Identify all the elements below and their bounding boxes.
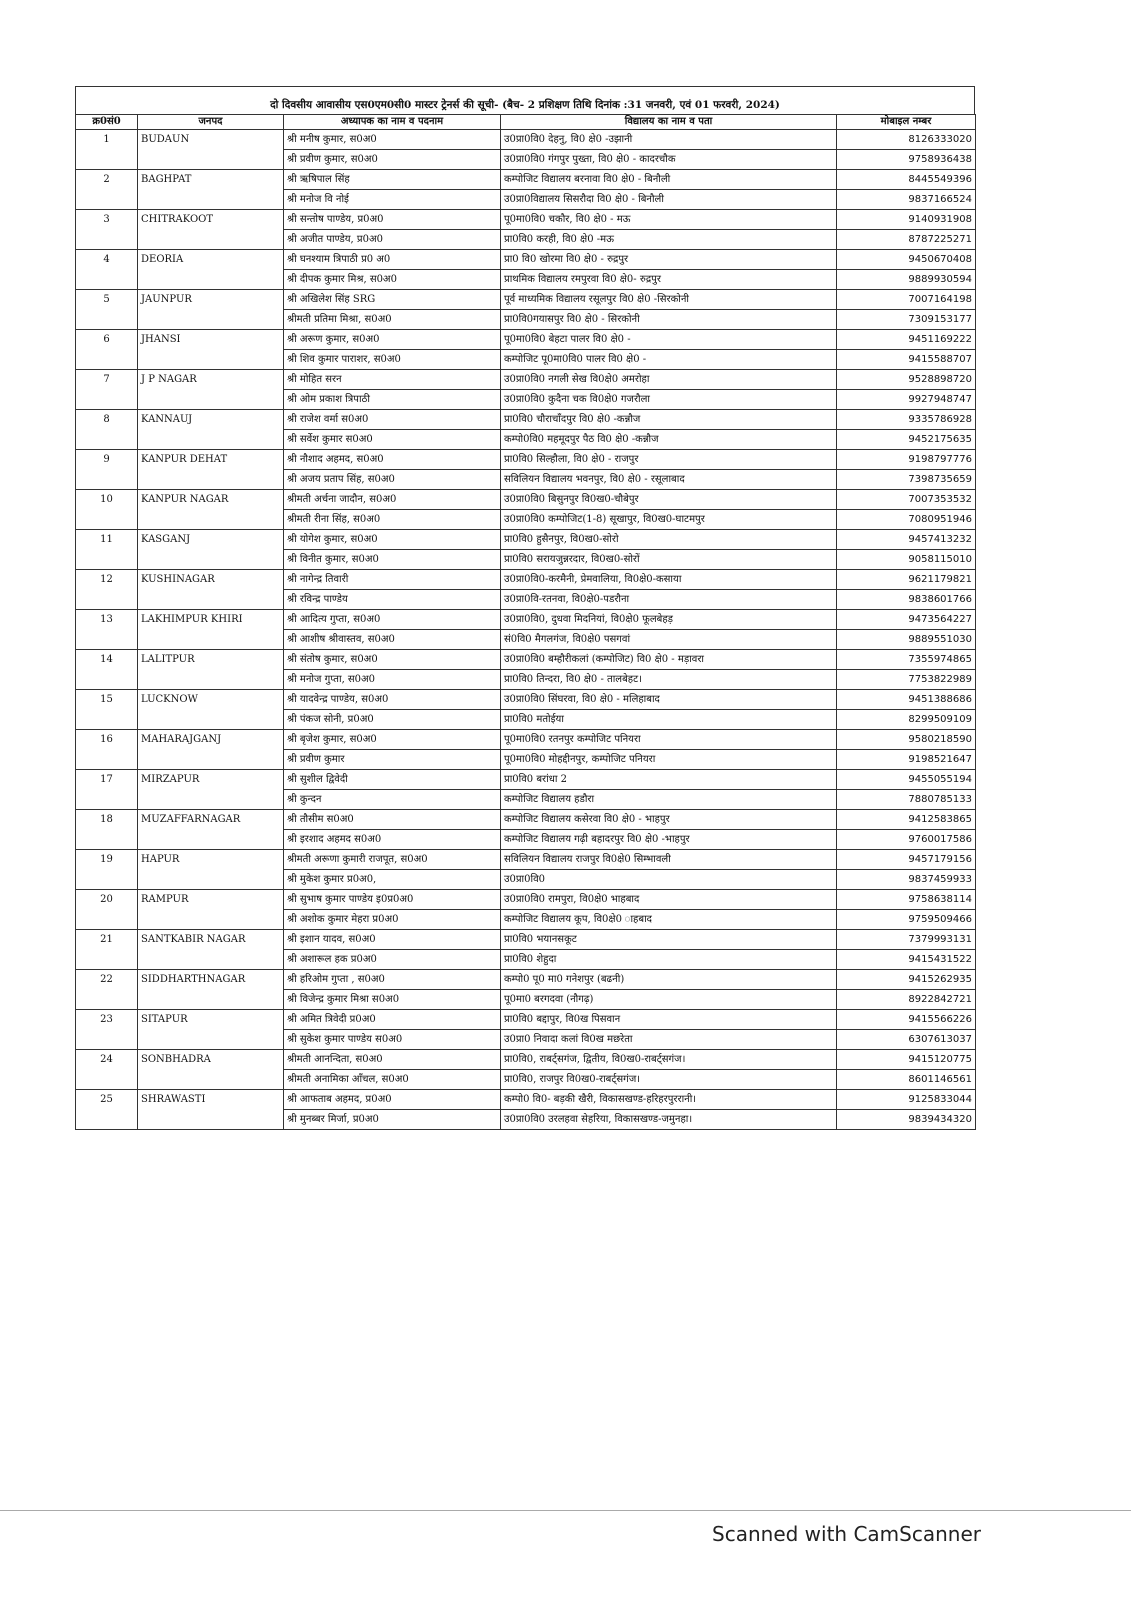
school-cell: उ0प्रा0वि0-करमैनी, प्रेमवालिया, वि0क्षे0-कसाया	[501, 570, 837, 590]
mobile-cell: 9758936438	[837, 150, 976, 170]
mobile-cell: 9415566226	[837, 1010, 976, 1030]
teacher-name-cell: श्रीमती अर्चना जादौन, स0अ0	[284, 490, 501, 510]
school-cell: कम्पोजिट विद्यालय कसेरवा वि0 क्षे0 - भाहपुर	[501, 810, 837, 830]
serial-number-cell: 9	[76, 450, 138, 490]
teacher-name-cell: श्री अरूण कुमार, स0अ0	[284, 330, 501, 350]
table-row	[76, 290, 976, 310]
mobile-cell: 9198521647	[837, 750, 976, 770]
district-cell: KASGANJ	[138, 530, 284, 570]
mobile-cell: 9837459933	[837, 870, 976, 890]
serial-number-cell: 8	[76, 410, 138, 450]
school-cell: प्रा0वि0, राजपुर वि0ख0-राबर्ट्सगंज।	[501, 1070, 837, 1090]
table-row	[76, 1090, 976, 1110]
district-cell: KANPUR NAGAR	[138, 490, 284, 530]
school-cell: उ0प्रा0वि0 बिसुनपुर वि0ख0-चौबेपुर	[501, 490, 837, 510]
trainer-table	[75, 114, 976, 1130]
district-cell: BAGHPAT	[138, 170, 284, 210]
school-cell: उ0प्रा0वि0, दुधवा मिदनियां, वि0क्षे0 फूलबेहड़	[501, 610, 837, 630]
district-cell: KANNAUJ	[138, 410, 284, 450]
mobile-cell: 9058115010	[837, 550, 976, 570]
school-cell: सविलियन विद्यालय भवनपुर, वि0 क्षे0 - रसूलाबाद	[501, 470, 837, 490]
mobile-cell: 9125833044	[837, 1090, 976, 1110]
mobile-cell: 9140931908	[837, 210, 976, 230]
mobile-cell: 7080951946	[837, 510, 976, 530]
header-serial: क्र0सं0	[76, 115, 138, 130]
table-row	[76, 410, 976, 430]
table-row	[76, 490, 976, 510]
mobile-cell: 7880785133	[837, 790, 976, 810]
table-row	[76, 690, 976, 710]
serial-number-cell: 6	[76, 330, 138, 370]
teacher-name-cell: श्री दीपक कुमार मिश्र, स0अ0	[284, 270, 501, 290]
school-cell: प्रा0 वि0 खोरमा वि0 क्षे0 - रुद्रपुर	[501, 250, 837, 270]
teacher-name-cell: श्रीमती अनामिका आँचल, स0अ0	[284, 1070, 501, 1090]
school-cell: कम्पोजिट विद्यालय बरनावा वि0 क्षे0 - बिनौली	[501, 170, 837, 190]
school-cell: प्रा0वि0 करही, वि0 क्षे0 -मऊ	[501, 230, 837, 250]
school-cell: उ0प्रा0 निवादा कलां वि0ख मछरेता	[501, 1030, 837, 1050]
teacher-name-cell: श्री सुशील द्विवेदी	[284, 770, 501, 790]
school-cell: प्रा0वि0 भयानसकूट	[501, 930, 837, 950]
school-cell: उ0प्रा0वि0 सिंघरवा, वि0 क्षे0 - मलिहाबाद	[501, 690, 837, 710]
table-row	[76, 930, 976, 950]
header-mobile: मोबाइल नम्बर	[837, 115, 976, 130]
teacher-name-cell: श्री विजेन्द्र कुमार मिश्रा स0अ0	[284, 990, 501, 1010]
table-row	[76, 1010, 976, 1030]
teacher-name-cell: श्री मुनब्बर मिर्जा, प्र0अ0	[284, 1110, 501, 1130]
mobile-cell: 9758638114	[837, 890, 976, 910]
mobile-cell: 9415588707	[837, 350, 976, 370]
teacher-name-cell: श्री शिव कुमार पाराशर, स0अ0	[284, 350, 501, 370]
school-cell: कम्पो0वि0 महमूदपुर पैठ वि0 क्षे0 -कन्नौज	[501, 430, 837, 450]
serial-number-cell: 16	[76, 730, 138, 770]
school-cell: कम्पोजिट विद्यालय गढ़ी बहादरपुर वि0 क्षे0 -भाहपुर	[501, 830, 837, 850]
teacher-name-cell: श्री संतोष कुमार, स0अ0	[284, 650, 501, 670]
school-cell: प्रा0वि0 बरांधा 2	[501, 770, 837, 790]
serial-number-cell: 10	[76, 490, 138, 530]
table-row	[76, 130, 976, 150]
school-cell: पू0मा0वि0 चकौर, वि0 क्षे0 - मऊ	[501, 210, 837, 230]
district-cell: SONBHADRA	[138, 1050, 284, 1090]
teacher-name-cell: श्री विनीत कुमार, स0अ0	[284, 550, 501, 570]
teacher-name-cell: श्री प्रवीण कुमार	[284, 750, 501, 770]
serial-number-cell: 3	[76, 210, 138, 250]
mobile-cell: 9335786928	[837, 410, 976, 430]
school-cell: पूर्व माध्यमिक विद्यालय रसूलपुर वि0 क्षे0 -सिरकोनी	[501, 290, 837, 310]
mobile-cell: 9473564227	[837, 610, 976, 630]
mobile-cell: 7753822989	[837, 670, 976, 690]
mobile-cell: 9839434320	[837, 1110, 976, 1130]
school-cell: पू0मा0वि0 रतनपुर कम्पोजिट पनियरा	[501, 730, 837, 750]
teacher-name-cell: श्री तौसीम स0अ0	[284, 810, 501, 830]
school-cell: प्रा0वि0 बद्दापुर, वि0ख पिसवान	[501, 1010, 837, 1030]
serial-number-cell: 13	[76, 610, 138, 650]
school-cell: उ0प्रा0वि0 गंगपुर पुख्ता, वि0 क्षे0 - कादरचौक	[501, 150, 837, 170]
teacher-name-cell: श्री अमित त्रिवेदी प्र0अ0	[284, 1010, 501, 1030]
district-cell: LAKHIMPUR KHIRI	[138, 610, 284, 650]
table-row	[76, 330, 976, 350]
mobile-cell: 9889930594	[837, 270, 976, 290]
teacher-name-cell: श्री अखिलेश सिंह SRG	[284, 290, 501, 310]
school-cell: उ0प्रा0वि0 नगली सेख वि0क्षे0 अमरोहा	[501, 370, 837, 390]
teacher-name-cell: श्री इशान यादव, स0अ0	[284, 930, 501, 950]
district-cell: JHANSI	[138, 330, 284, 370]
mobile-cell: 8601146561	[837, 1070, 976, 1090]
district-cell: KUSHINAGAR	[138, 570, 284, 610]
mobile-cell: 6307613037	[837, 1030, 976, 1050]
document-title: दो दिवसीय आवासीय एस0एम0सी0 मास्टर ट्रेनर्स की सूची- (बैच- 2 प्रशिक्षण तिथि दिनांक :31 जनवरी, एवं 01 फरवरी, 2024)	[75, 86, 975, 114]
camscanner-watermark: Scanned with CamScanner	[712, 1522, 981, 1546]
teacher-name-cell: श्रीमती प्रतिमा मिश्रा, स0अ0	[284, 310, 501, 330]
district-cell: LALITPUR	[138, 650, 284, 690]
serial-number-cell: 23	[76, 1010, 138, 1050]
mobile-cell: 7379993131	[837, 930, 976, 950]
teacher-name-cell: श्री आदित्य गुप्ता, स0अ0	[284, 610, 501, 630]
teacher-name-cell: श्री नागेन्द्र तिवारी	[284, 570, 501, 590]
serial-number-cell: 18	[76, 810, 138, 850]
teacher-name-cell: श्री राजेश वर्मा स0अ0	[284, 410, 501, 430]
district-cell: J P NAGAR	[138, 370, 284, 410]
district-cell: CHITRAKOOT	[138, 210, 284, 250]
mobile-cell: 9415120775	[837, 1050, 976, 1070]
teacher-name-cell: श्री अशोक कुमार मेहरा प्र0अ0	[284, 910, 501, 930]
district-cell: RAMPUR	[138, 890, 284, 930]
table-header-row	[76, 115, 976, 130]
table-row	[76, 570, 976, 590]
teacher-name-cell: श्री अजय प्रताप सिंह, स0अ0	[284, 470, 501, 490]
mobile-cell: 8126333020	[837, 130, 976, 150]
teacher-name-cell: श्री योगेश कुमार, स0अ0	[284, 530, 501, 550]
mobile-cell: 9621179821	[837, 570, 976, 590]
serial-number-cell: 11	[76, 530, 138, 570]
school-cell: उ0प्रा0वि-रतनवा, वि0क्षे0-पडरौना	[501, 590, 837, 610]
mobile-cell: 9760017586	[837, 830, 976, 850]
mobile-cell: 7355974865	[837, 650, 976, 670]
teacher-name-cell: श्रीमती रीना सिंह, स0अ0	[284, 510, 501, 530]
district-cell: SITAPUR	[138, 1010, 284, 1050]
school-cell: उ0प्रा0विद्यालय सिसरौदा वि0 क्षे0 - बिनौली	[501, 190, 837, 210]
mobile-cell: 8787225271	[837, 230, 976, 250]
serial-number-cell: 19	[76, 850, 138, 890]
school-cell: उ0प्रा0वि0 उरलहवा सेहरिया, विकासखण्ड-जमुनहा।	[501, 1110, 837, 1130]
school-cell: प्रा0वि0 शेहुदा	[501, 950, 837, 970]
district-cell: MAHARAJGANJ	[138, 730, 284, 770]
school-cell: उ0प्रा0वि0 कम्पोजिट(1-8) सूखापुर, वि0ख0-घाटमपुर	[501, 510, 837, 530]
district-cell: MUZAFFARNAGAR	[138, 810, 284, 850]
mobile-cell: 9198797776	[837, 450, 976, 470]
mobile-cell: 9451169222	[837, 330, 976, 350]
teacher-name-cell: श्री सर्वेश कुमार स0अ0	[284, 430, 501, 450]
serial-number-cell: 12	[76, 570, 138, 610]
serial-number-cell: 25	[76, 1090, 138, 1130]
school-cell: पू0मा0 बरगदवा (नौगढ़)	[501, 990, 837, 1010]
district-cell: HAPUR	[138, 850, 284, 890]
mobile-cell: 9838601766	[837, 590, 976, 610]
teacher-name-cell: श्री पंकज सोनी, प्र0अ0	[284, 710, 501, 730]
header-teacher: अध्यापक का नाम व पदनाम	[284, 115, 501, 130]
header-school: विद्यालय का नाम व पता	[501, 115, 837, 130]
mobile-cell: 9457179156	[837, 850, 976, 870]
teacher-name-cell: श्री मनोज गुप्ता, स0अ0	[284, 670, 501, 690]
table-row	[76, 450, 976, 470]
district-cell: BUDAUN	[138, 130, 284, 170]
school-cell: कम्पो0 पू0 मा0 गनेशपुर (बढनी)	[501, 970, 837, 990]
mobile-cell: 9455055194	[837, 770, 976, 790]
serial-number-cell: 2	[76, 170, 138, 210]
mobile-cell: 9528898720	[837, 370, 976, 390]
mobile-cell: 9927948747	[837, 390, 976, 410]
teacher-name-cell: श्री ऋषिपाल सिंह	[284, 170, 501, 190]
school-cell: पू0मा0वि0 बेहटा पालर वि0 क्षे0 -	[501, 330, 837, 350]
teacher-name-cell: श्री सुभाष कुमार पाण्डेय इ0प्र0अ0	[284, 890, 501, 910]
table-row	[76, 610, 976, 630]
teacher-name-cell: श्री बृजेश कुमार, स0अ0	[284, 730, 501, 750]
table-row	[76, 730, 976, 750]
school-cell: उ0प्रा0वि0	[501, 870, 837, 890]
mobile-cell: 9451388686	[837, 690, 976, 710]
table-row	[76, 1050, 976, 1070]
table-row	[76, 170, 976, 190]
teacher-name-cell: श्री कुन्दन	[284, 790, 501, 810]
mobile-cell: 9889551030	[837, 630, 976, 650]
school-cell: प्रा0वि0 तिन्दरा, वि0 क्षे0 - तालबेहट।	[501, 670, 837, 690]
school-cell: उ0प्रा0वि0 बम्हौरीकलां (कम्पोजिट) वि0 क्षे0 - मड़ावरा	[501, 650, 837, 670]
school-cell: कम्पोजिट विद्यालय हडौरा	[501, 790, 837, 810]
table-row	[76, 970, 976, 990]
teacher-name-cell: श्री प्रवीण कुमार, स0अ0	[284, 150, 501, 170]
district-cell: MIRZAPUR	[138, 770, 284, 810]
mobile-cell: 9837166524	[837, 190, 976, 210]
teacher-name-cell: श्री अजीत पाण्डेय, प्र0अ0	[284, 230, 501, 250]
mobile-cell: 8922842721	[837, 990, 976, 1010]
serial-number-cell: 17	[76, 770, 138, 810]
table-row	[76, 890, 976, 910]
district-cell: SANTKABIR NAGAR	[138, 930, 284, 970]
mobile-cell: 7007164198	[837, 290, 976, 310]
serial-number-cell: 4	[76, 250, 138, 290]
mobile-cell: 8299509109	[837, 710, 976, 730]
mobile-cell: 9450670408	[837, 250, 976, 270]
school-cell: कम्पो0 वि0- बड़की खैरी, विकासखण्ड-हरिहरपुररानी।	[501, 1090, 837, 1110]
mobile-cell: 7007353532	[837, 490, 976, 510]
school-cell: प्रा0वि0गयासपुर वि0 क्षे0 - सिरकोनी	[501, 310, 837, 330]
serial-number-cell: 21	[76, 930, 138, 970]
teacher-name-cell: श्री इरशाद अहमद स0अ0	[284, 830, 501, 850]
teacher-name-cell: श्री मनोज वि नोई	[284, 190, 501, 210]
teacher-name-cell: श्री यादवेन्द्र पाण्डेय, स0अ0	[284, 690, 501, 710]
school-cell: उ0प्रा0वि0 कुदैना चक वि0क्षे0 गजरौला	[501, 390, 837, 410]
school-cell: पू0मा0वि0 मोहद्दीनपुर, कम्पोजिट पनियरा	[501, 750, 837, 770]
school-cell: प्रा0वि0 हुसैनपुर, वि0ख0-सोरो	[501, 530, 837, 550]
teacher-name-cell: श्री आफताब अहमद, प्र0अ0	[284, 1090, 501, 1110]
teacher-name-cell: श्री सन्तोष पाण्डेय, प्र0अ0	[284, 210, 501, 230]
serial-number-cell: 5	[76, 290, 138, 330]
mobile-cell: 7398735659	[837, 470, 976, 490]
serial-number-cell: 24	[76, 1050, 138, 1090]
district-cell: SIDDHARTHNAGAR	[138, 970, 284, 1010]
teacher-name-cell: श्री अशारूल हक प्र0अ0	[284, 950, 501, 970]
school-cell: प्रा0वि0 चौराचाँदपुर वि0 क्षे0 -कन्नौज	[501, 410, 837, 430]
table-body	[76, 130, 976, 1130]
serial-number-cell: 22	[76, 970, 138, 1010]
teacher-name-cell: श्री मनीष कुमार, स0अ0	[284, 130, 501, 150]
table-row	[76, 530, 976, 550]
mobile-cell: 9457413232	[837, 530, 976, 550]
footer-divider	[0, 1510, 1131, 1511]
mobile-cell: 9415262935	[837, 970, 976, 990]
serial-number-cell: 14	[76, 650, 138, 690]
teacher-name-cell: श्री सुकेश कुमार पाण्डेय स0अ0	[284, 1030, 501, 1050]
district-cell: JAUNPUR	[138, 290, 284, 330]
mobile-cell: 9415431522	[837, 950, 976, 970]
mobile-cell: 8445549396	[837, 170, 976, 190]
serial-number-cell: 20	[76, 890, 138, 930]
table-row	[76, 250, 976, 270]
header-district: जनपद	[138, 115, 284, 130]
school-cell: प्रा0वि0, राबर्ट्सगंज, द्वितीय, वि0ख0-राबर्ट्सगंज।	[501, 1050, 837, 1070]
school-cell: कम्पोजिट विद्यालय कूप, वि0क्षे0 ाहबाद	[501, 910, 837, 930]
table-row	[76, 770, 976, 790]
school-cell: प्रा0वि0 सरायजुन्नरदार, वि0ख0-सोरों	[501, 550, 837, 570]
teacher-name-cell: श्री घनश्याम त्रिपाठी प्र0 अ0	[284, 250, 501, 270]
teacher-name-cell: श्री ओम प्रकाश त्रिपाठी	[284, 390, 501, 410]
table-row	[76, 370, 976, 390]
teacher-name-cell: श्री मोहित सरन	[284, 370, 501, 390]
serial-number-cell: 1	[76, 130, 138, 170]
teacher-name-cell: श्री नौशाद अहमद, स0अ0	[284, 450, 501, 470]
school-cell: सविलियन विद्यालय राजपुर वि0क्षे0 सिम्भावली	[501, 850, 837, 870]
district-cell: SHRAWASTI	[138, 1090, 284, 1130]
trainer-list-sheet	[75, 86, 975, 1130]
mobile-cell: 9412583865	[837, 810, 976, 830]
school-cell: प्राथमिक विद्यालय रमपुरवा वि0 क्षे0- रुद्रपुर	[501, 270, 837, 290]
district-cell: KANPUR DEHAT	[138, 450, 284, 490]
mobile-cell: 9452175635	[837, 430, 976, 450]
table-row	[76, 650, 976, 670]
school-cell: उ0प्रा0वि0 देहनु, वि0 क्षे0 -उझानी	[501, 130, 837, 150]
serial-number-cell: 7	[76, 370, 138, 410]
district-cell: LUCKNOW	[138, 690, 284, 730]
mobile-cell: 9759509466	[837, 910, 976, 930]
table-row	[76, 810, 976, 830]
mobile-cell: 9580218590	[837, 730, 976, 750]
teacher-name-cell: श्रीमती आनन्दिता, स0अ0	[284, 1050, 501, 1070]
table-row	[76, 850, 976, 870]
school-cell: प्रा0वि0 मतोईया	[501, 710, 837, 730]
teacher-name-cell: श्री मुकेश कुमार प्र0अ0,	[284, 870, 501, 890]
teacher-name-cell: श्री रविन्द्र पाण्डेय	[284, 590, 501, 610]
district-cell: DEORIA	[138, 250, 284, 290]
mobile-cell: 7309153177	[837, 310, 976, 330]
school-cell: उ0प्रा0वि0 रामपुरा, वि0क्षे0 भाहबाद	[501, 890, 837, 910]
teacher-name-cell: श्रीमती अरूणा कुमारी राजपूत, स0अ0	[284, 850, 501, 870]
serial-number-cell: 15	[76, 690, 138, 730]
table-row	[76, 210, 976, 230]
school-cell: कम्पोजिट पू0मा0वि0 पालर वि0 क्षे0 -	[501, 350, 837, 370]
school-cell: प्रा0वि0 सिल्हौला, वि0 क्षे0 - राजपुर	[501, 450, 837, 470]
teacher-name-cell: श्री हरिओम गुप्ता , स0अ0	[284, 970, 501, 990]
school-cell: सं0वि0 मैगलगंज, वि0क्षे0 पसगवां	[501, 630, 837, 650]
teacher-name-cell: श्री आशीष श्रीवास्तव, स0अ0	[284, 630, 501, 650]
